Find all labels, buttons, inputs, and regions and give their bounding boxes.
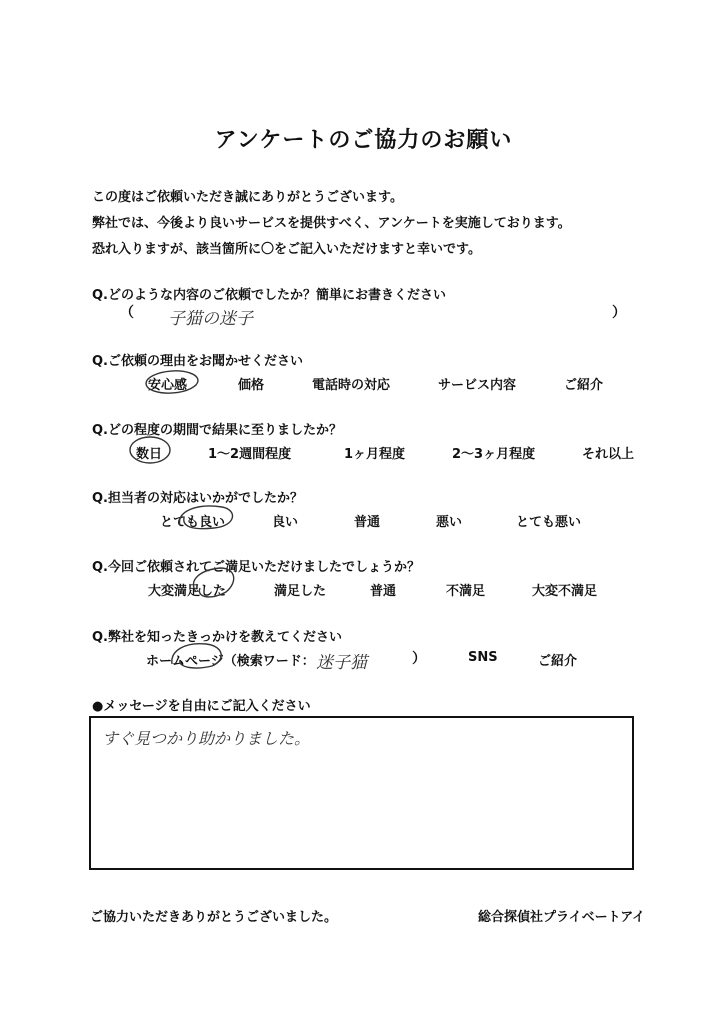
q5-option-very-satisfied[interactable]: 大変満足した	[148, 584, 227, 599]
page-title: アンケートのご協力のお願い	[214, 128, 513, 153]
q3-option-1-2-weeks[interactable]: 1～2週間程度	[208, 447, 292, 462]
intro-line-2: 弊社では、今後より良いサービスを提供すべく、アンケートを実施しております。	[92, 216, 571, 231]
message-handwritten-text: すぐ見つかり助かりました。	[102, 729, 311, 748]
question-3: Q.どの程度の期間で結果に至りましたか？	[92, 423, 342, 438]
q1-handwritten-answer[interactable]: 子猫の迷子	[168, 309, 253, 329]
intro-line-1: この度はご依頼いただき誠にありがとうございます。	[92, 190, 403, 205]
q2-option-price[interactable]: 価格	[238, 378, 265, 393]
intro-line-3: 恐れ入りますが、該当箇所に〇をご記入いただけますと幸いです。	[92, 242, 481, 257]
q3-option-1-month[interactable]: 1ヶ月程度	[344, 447, 406, 462]
question-1: Q.どのような内容のご依頼でしたか？簡単にお書きください	[92, 288, 446, 303]
q3-option-2-3-months[interactable]: 2～3ヶ月程度	[452, 447, 536, 462]
q4-option-very-bad[interactable]: とても悪い	[516, 515, 582, 530]
q2-option-anshinkan[interactable]: 安心感	[148, 378, 188, 393]
q5-option-normal[interactable]: 普通	[370, 584, 397, 599]
question-5: Q.今回ご依頼されてご満足いただけましたでしょうか？	[92, 560, 420, 575]
question-2: Q.ご依頼の理由をお聞かせください	[92, 354, 303, 369]
q1-close-paren: ）	[612, 305, 626, 321]
q2-option-referral[interactable]: ご紹介	[564, 378, 604, 393]
q4-option-bad[interactable]: 悪い	[436, 515, 463, 530]
q4-option-normal[interactable]: 普通	[354, 515, 381, 530]
question-6: Q.弊社を知ったきっかけを教えてください	[92, 630, 342, 645]
footer-thanks: ご協力いただきありがとうございました。	[90, 910, 338, 925]
q2-option-phone-response[interactable]: 電話時の対応	[312, 378, 391, 393]
q4-option-good[interactable]: 良い	[272, 515, 299, 530]
q5-option-unsatisfied[interactable]: 不満足	[446, 584, 486, 599]
q6-option-sns[interactable]: SNS	[468, 650, 498, 665]
q6-option-homepage[interactable]: ホームページ（検索ワード：	[146, 654, 315, 669]
q4-option-very-good[interactable]: とても良い	[160, 515, 226, 530]
q3-option-days[interactable]: 数日	[136, 447, 163, 462]
q5-option-satisfied[interactable]: 満足した	[274, 584, 327, 599]
q3-option-more[interactable]: それ以上	[582, 447, 635, 462]
footer-company: 総合探偵社プライベートアイ	[478, 910, 646, 925]
q6-option-referral[interactable]: ご紹介	[538, 654, 578, 669]
q6-handwritten-search-word[interactable]: 迷子猫	[316, 653, 367, 673]
question-4: Q.担当者の対応はいかがでしたか？	[92, 491, 303, 506]
message-heading: ●メッセージを自由にご記入ください	[92, 699, 311, 714]
q1-open-paren: （	[120, 305, 134, 321]
q6-close-paren: ）	[412, 651, 426, 667]
q5-option-very-unsatisfied[interactable]: 大変不満足	[532, 584, 598, 599]
q2-option-service[interactable]: サービス内容	[438, 378, 517, 393]
